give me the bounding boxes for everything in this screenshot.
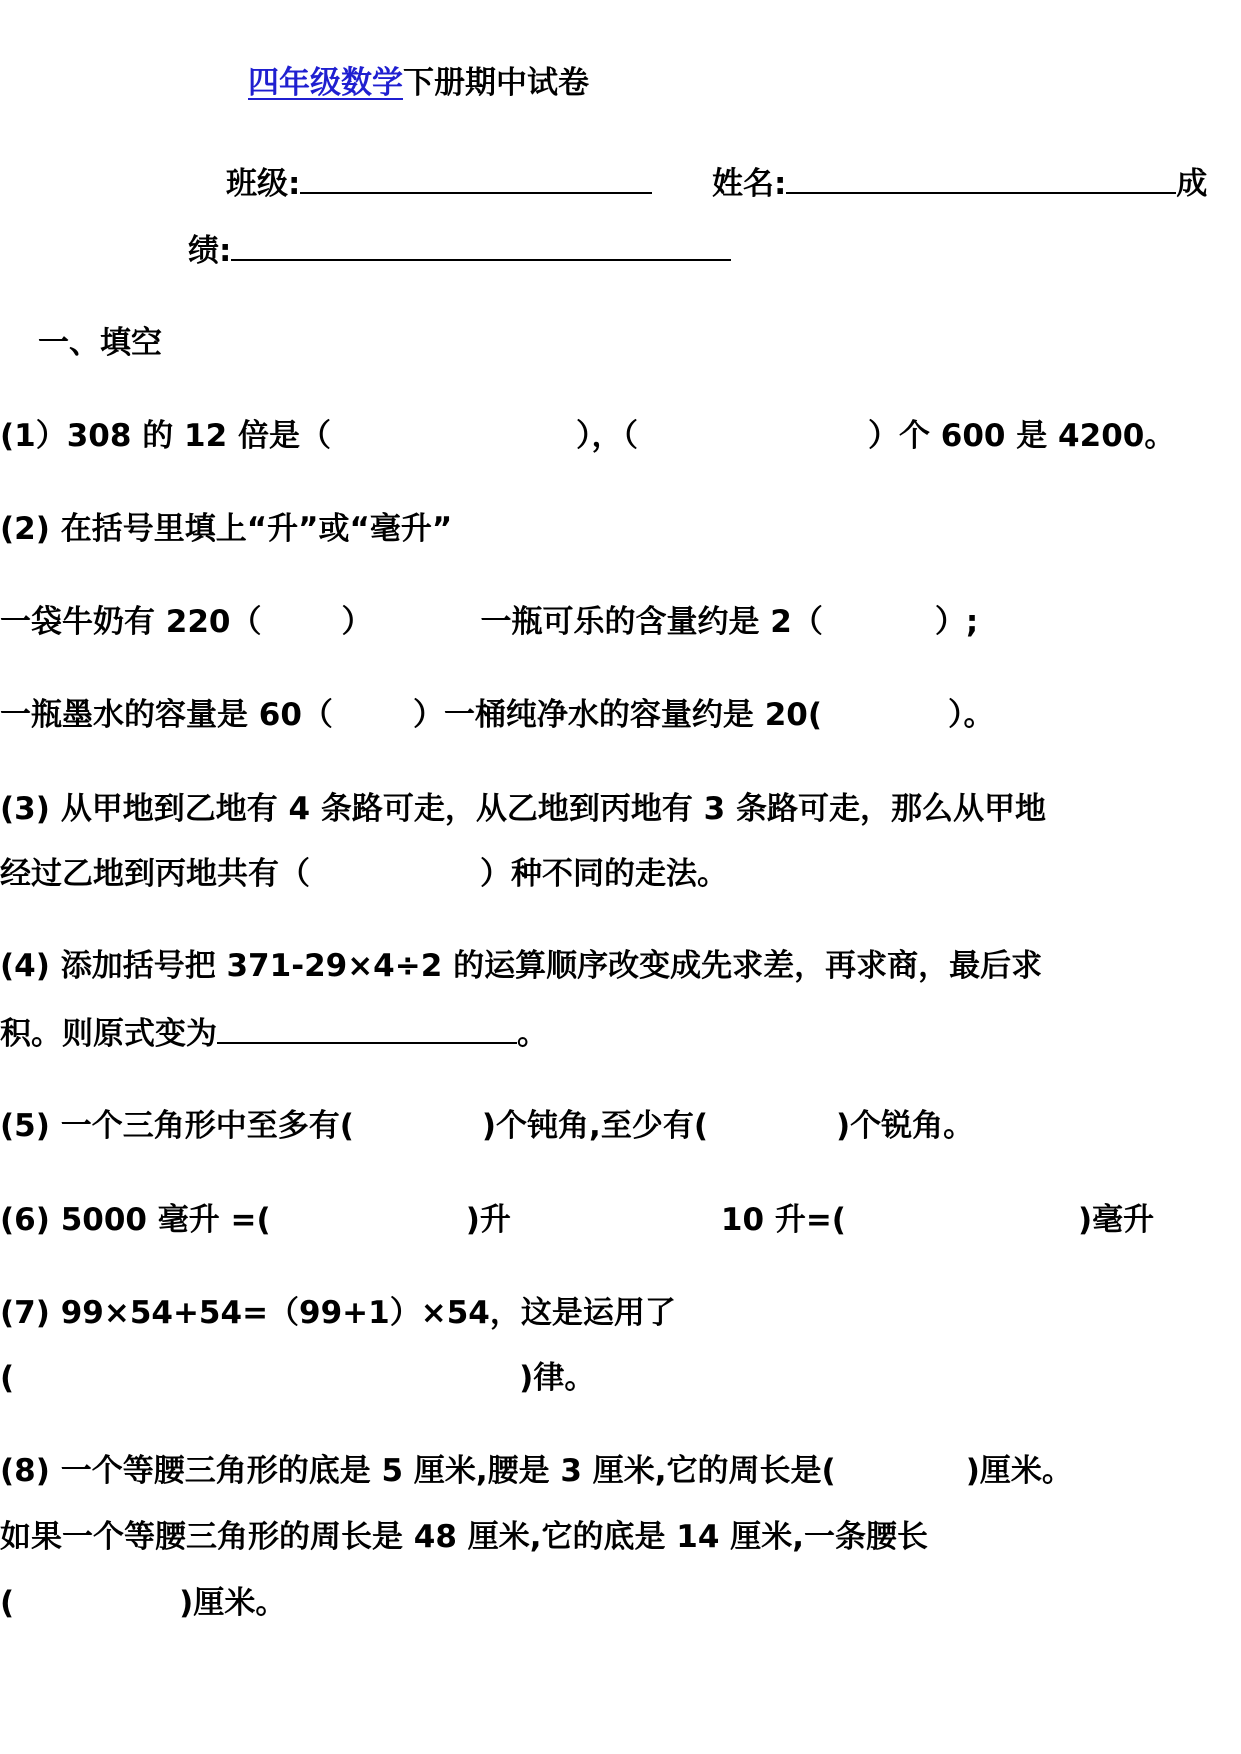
q6-a: (6) 5000 毫升 =( — [0, 1202, 271, 1238]
section-heading: 一、填空 — [38, 325, 162, 361]
q8-line1a: (8) 一个等腰三角形的底是 5 厘米,腰是 3 厘米,它的周长是( — [0, 1453, 836, 1489]
page-title — [248, 65, 589, 101]
score-label-part1: 成 — [1176, 166, 1208, 202]
class-input-line[interactable] — [300, 168, 652, 194]
name-label: 姓名: — [712, 166, 787, 202]
class-field — [226, 168, 652, 200]
q2-a3: 一瓶可乐的含量约是 2（ — [480, 604, 823, 640]
q2-b1: 一瓶墨水的容量是 60（ — [0, 697, 333, 733]
question-1 — [0, 418, 1176, 454]
q8-line3b: )厘米。 — [179, 1585, 287, 1621]
question-3-line-1: (3) 从甲地到乙地有 4 条路可走，从乙地到丙地有 3 条路可走，那么从甲地 — [0, 791, 1047, 827]
title-rest: 下册期中试卷 — [403, 65, 589, 101]
question-4-line-2 — [0, 1018, 548, 1050]
question-2-row-1 — [0, 604, 979, 640]
q1-text-a: (1）308 的 12 倍是（ — [0, 418, 331, 454]
q6-c: 10 升=( — [720, 1202, 846, 1238]
q2-b2: ） — [412, 697, 444, 733]
question-8-line-1 — [0, 1453, 1073, 1489]
question-6 — [0, 1202, 1155, 1238]
q3-line2a: 经过乙地到丙地共有（ — [0, 856, 310, 892]
name-input-line[interactable] — [786, 168, 1176, 194]
q2-b4: ）。 — [948, 697, 995, 733]
q5-b: )个钝角,至少有( — [481, 1108, 708, 1144]
q6-d: )毫升 — [1077, 1202, 1155, 1238]
score-label-part2: 绩: — [188, 233, 232, 269]
q2-a1: 一袋牛奶有 220（ — [0, 604, 262, 640]
score-field — [188, 235, 731, 267]
question-2-prompt: (2) 在括号里填上“升”或“毫升” — [0, 511, 453, 547]
question-7-line-2 — [0, 1360, 596, 1396]
q7-line2a: ( — [0, 1360, 15, 1396]
question-2-row-2 — [0, 697, 995, 733]
q7-line2b: )律。 — [519, 1360, 596, 1396]
question-3-line-2 — [0, 856, 728, 892]
question-4-line-1: (4) 添加括号把 371-29×4÷2 的运算顺序改变成先求差，再求商，最后求 — [0, 948, 1043, 984]
q2-b3: 一桶纯净水的容量约是 20( — [443, 697, 823, 733]
question-8-line-2: 如果一个等腰三角形的周长是 48 厘米,它的底是 14 厘米,一条腰长 — [0, 1519, 928, 1555]
q1-text-b: ），（ — [575, 418, 638, 454]
q5-a: (5) 一个三角形中至多有( — [0, 1108, 354, 1144]
class-label: 班级: — [226, 166, 301, 202]
q4-answer-line[interactable] — [217, 1018, 517, 1044]
question-7-line-1: (7) 99×54+54=（99+1）×54，这是运用了 — [0, 1295, 676, 1331]
q3-line2b: ）种不同的走法。 — [480, 856, 728, 892]
question-5 — [0, 1108, 975, 1144]
score-input-line[interactable] — [231, 235, 731, 261]
q6-b: )升 — [465, 1202, 511, 1238]
q1-text-c: ）个 600 是 4200。 — [867, 418, 1176, 454]
q8-line1b: )厘米。 — [965, 1453, 1073, 1489]
q2-a2: ） — [341, 604, 373, 640]
title-link[interactable]: 四年级数学 — [248, 65, 403, 101]
q5-c: )个锐角。 — [836, 1108, 975, 1144]
name-field — [712, 168, 1207, 200]
q8-line3a: ( — [0, 1585, 15, 1621]
q2-a4: ）; — [934, 604, 979, 640]
q4-line2a: 积。则原式变为 — [0, 1016, 217, 1052]
question-8-line-3 — [0, 1585, 287, 1621]
q4-line2b: 。 — [517, 1016, 548, 1052]
